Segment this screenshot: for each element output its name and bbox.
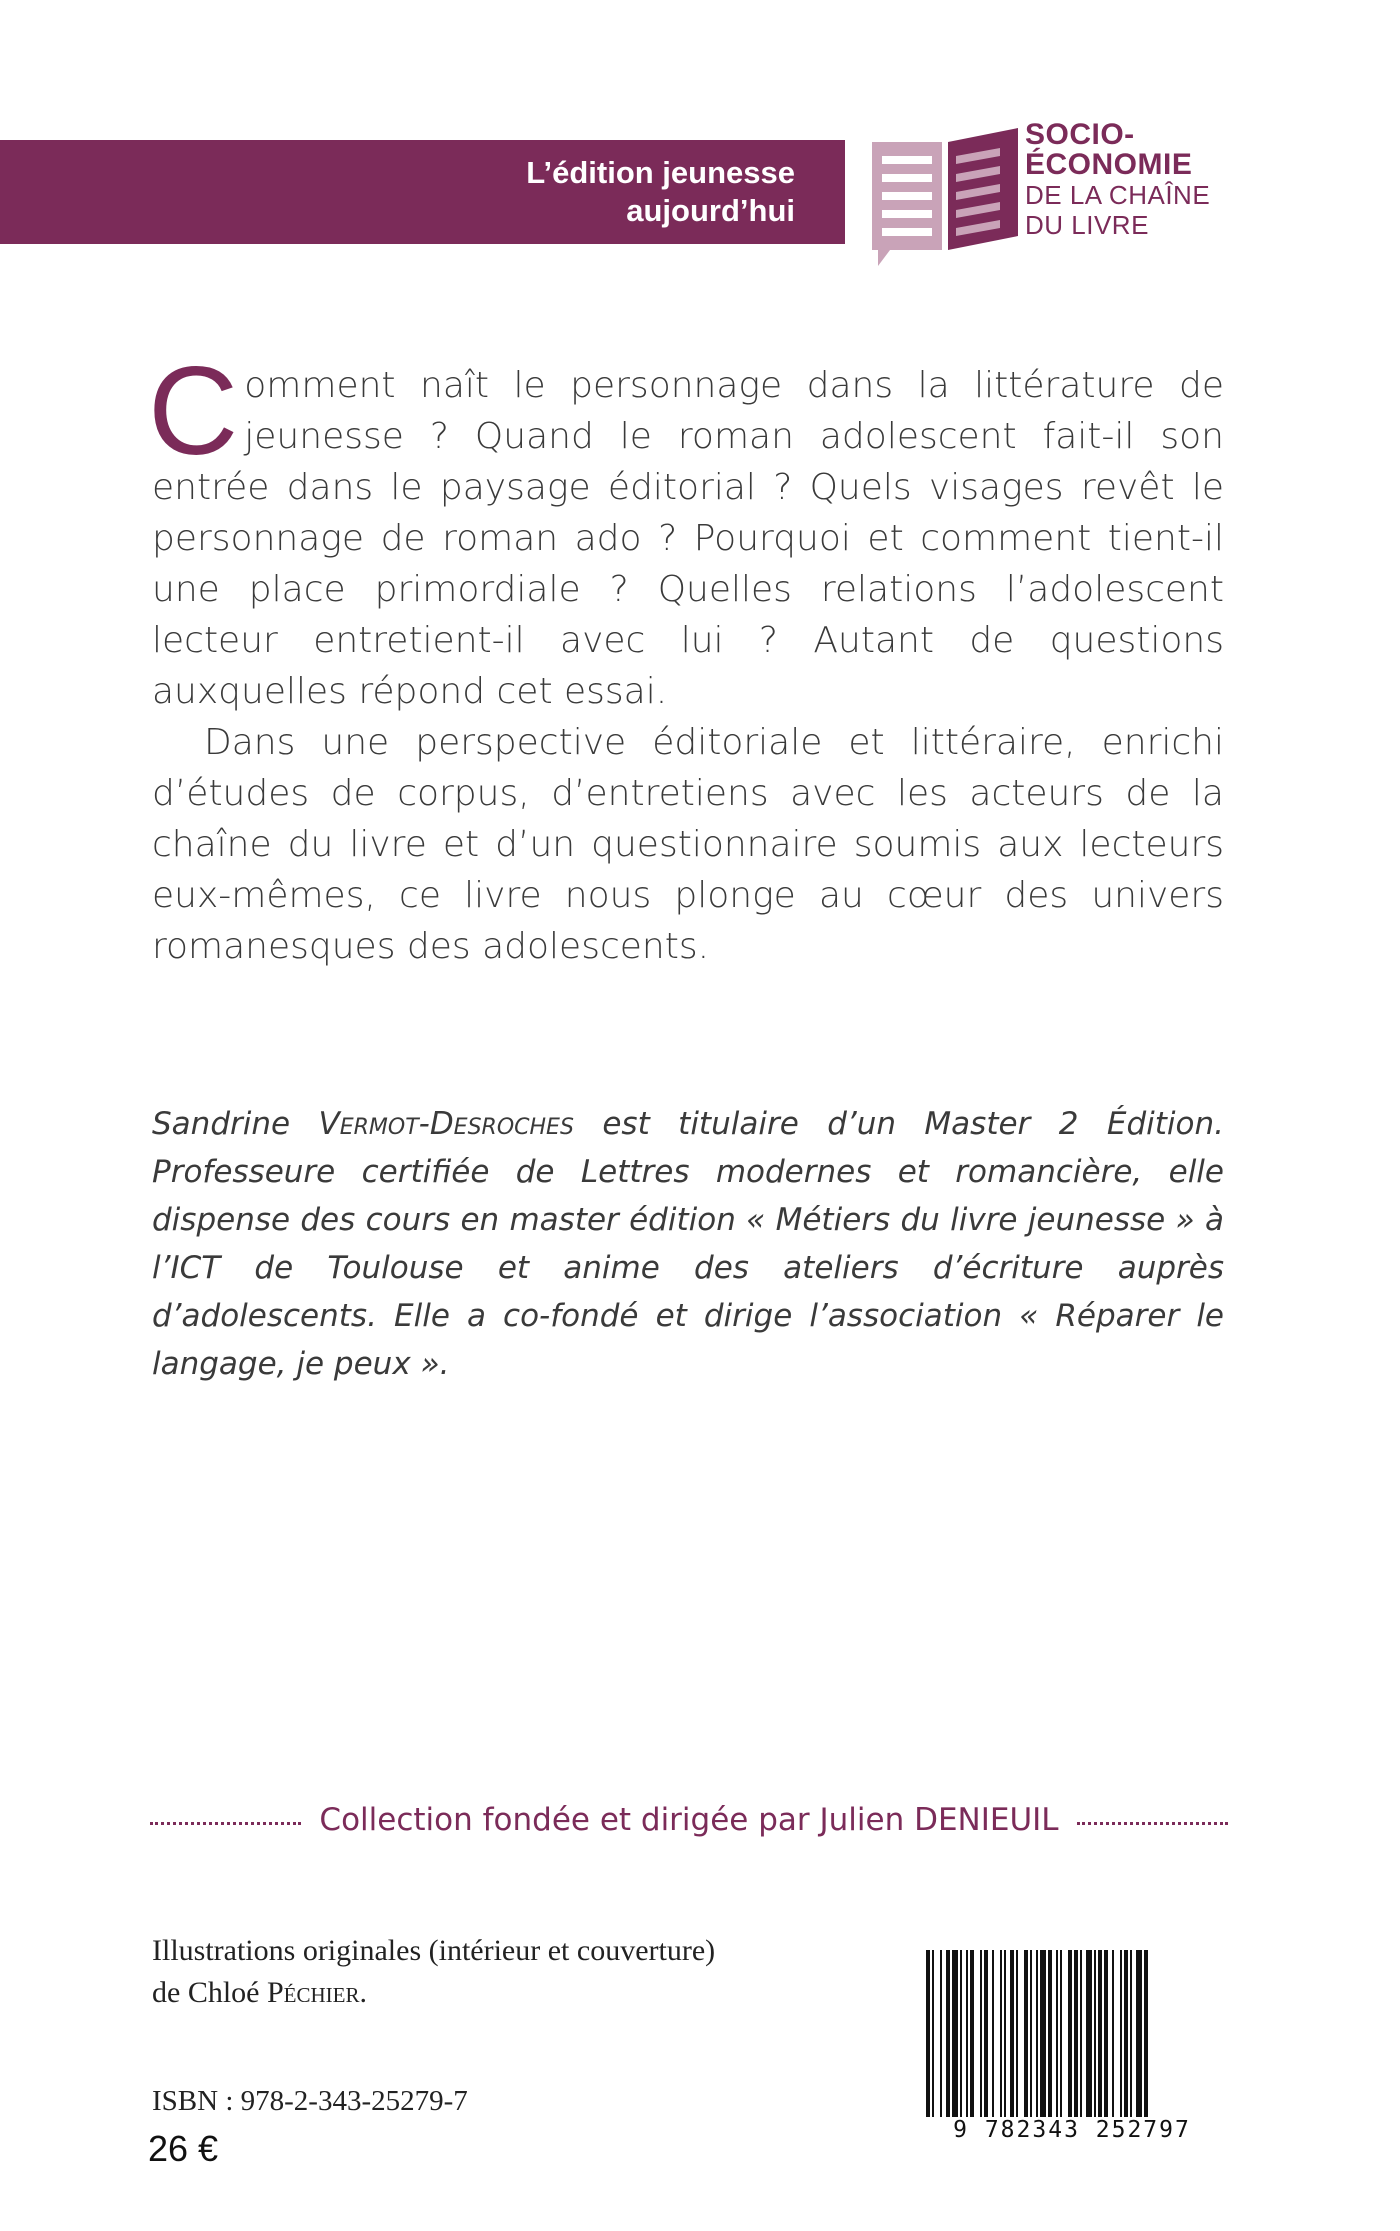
barcode-bar [980, 1950, 982, 2120]
collection-line [150, 1798, 1228, 1842]
barcode-bar [1094, 1950, 1096, 2120]
series-title-line2: aujourd’hui [626, 193, 795, 228]
barcode-bar [1086, 1950, 1092, 2120]
barcode-digits: 9 782343 252797 [922, 2117, 1222, 2143]
price: 26 € [148, 2128, 219, 2169]
series-banner [0, 140, 845, 244]
author-bio [152, 1100, 1224, 1388]
barcode-bar [1060, 1950, 1062, 2120]
barcode-bar [1068, 1950, 1072, 2120]
credits-prefix: de Chloé [152, 1976, 260, 2009]
barcode-bar [1098, 1950, 1102, 2120]
barcode-bar [992, 1950, 994, 2120]
barcode-bar [946, 1950, 950, 2120]
barcode-bar [1124, 1950, 1128, 2120]
barcode-bar [1010, 1950, 1014, 2120]
barcode-bar [960, 1950, 962, 2120]
barcode-bar [1004, 1950, 1006, 2120]
barcode-bar [970, 1950, 974, 2120]
illustration-credits [152, 1930, 715, 2014]
barcode-bar [932, 1950, 934, 2120]
barcode-bar [1112, 1950, 1114, 2120]
collection-director: Collection fondée et dirigée par Julien DENIEUIL [319, 1802, 1059, 1838]
barcode-bar [952, 1950, 958, 2120]
barcode-bar [1056, 1950, 1058, 2120]
barcode-bar [1130, 1950, 1132, 2120]
barcode-bar [1000, 1950, 1002, 2120]
series-title-line1: L’édition jeunesse [526, 155, 795, 190]
barcode-bar [1016, 1950, 1018, 2120]
barcode-bar [1024, 1950, 1028, 2120]
barcode-bar [1120, 1950, 1122, 2120]
barcode-bar [1080, 1950, 1082, 2120]
barcode-icon [922, 1950, 1222, 2145]
summary-paragraph-1-text: omment naît le personnage dans la littérature de jeunesse ? Quand le roman adolescent fait-il son entrée dans le paysage éditorial ? Quels visages revêt le personnage de roman ado ? Pourquoi et comment tient-il une place primordiale ? Quelles relations l’adolescent lecteur entretient-il avec lui ? Autant de questions auxquelles répond cet essai. [152, 365, 1224, 712]
barcode-bar [926, 1950, 930, 2120]
dotted-divider-left [150, 1822, 301, 1825]
barcode-bar [1036, 1950, 1038, 2120]
barcode-bar [984, 1950, 988, 2120]
author-bio-text: est titulaire d’un Master 2 Édition. Professeure certifiée de Lettres modernes et romancière, elle dispense des cours en master édition « Métiers du livre jeunesse » à l’ICT de Toulouse et anime des ateliers d’écriture auprès d’adolescents. Elle a co-fondé et dirige l’association « Réparer le langage, je peux ». [152, 1106, 1224, 1382]
logo-line-4: DU LIVRE [1025, 210, 1149, 240]
book-summary [148, 342, 1224, 972]
barcode-bar [1104, 1950, 1108, 2120]
logo-line-2: ÉCONOMIE [1025, 148, 1193, 181]
logo-line-3: DE LA CHAÎNE [1025, 180, 1211, 210]
barcode-bar [1074, 1950, 1078, 2120]
barcode-bar [1030, 1950, 1032, 2120]
drop-cap: C [148, 342, 239, 481]
open-book-speech-bubble-icon [870, 120, 1020, 270]
barcode-bar [940, 1950, 942, 2120]
barcode-bar [1144, 1950, 1148, 2120]
credits-line-1: Illustrations originales (intérieur et couverture) [152, 1934, 716, 1967]
barcode-bar [1048, 1950, 1052, 2120]
summary-paragraph-1 [148, 342, 1224, 717]
series-title [526, 154, 795, 230]
credits-line-2 [152, 1972, 715, 2014]
isbn: ISBN : 978-2-343-25279-7 [152, 2085, 468, 2117]
logo-line-1: SOCIO- [1025, 118, 1135, 151]
barcode-bar [1136, 1950, 1142, 2120]
dotted-divider-right [1077, 1822, 1228, 1825]
barcode-bar [966, 1950, 968, 2120]
author-last-name: Vermot-Desroches [318, 1106, 574, 1142]
barcode-bar [1040, 1950, 1046, 2120]
author-first-name: Sandrine [152, 1106, 291, 1142]
collection-logo-text [1025, 120, 1210, 240]
summary-paragraph-2: Dans une perspective éditoriale et littéraire, enrichi d’études de corpus, d’entretiens avec les acteurs de la chaîne du livre et d’un questionnaire soumis aux lecteurs eux-mêmes, ce livre nous plonge au cœur des univers romanesques des adolescents. [152, 722, 1224, 967]
illustrator-name: Péchier [266, 1976, 360, 2009]
credits-suffix: . [359, 1976, 367, 2009]
